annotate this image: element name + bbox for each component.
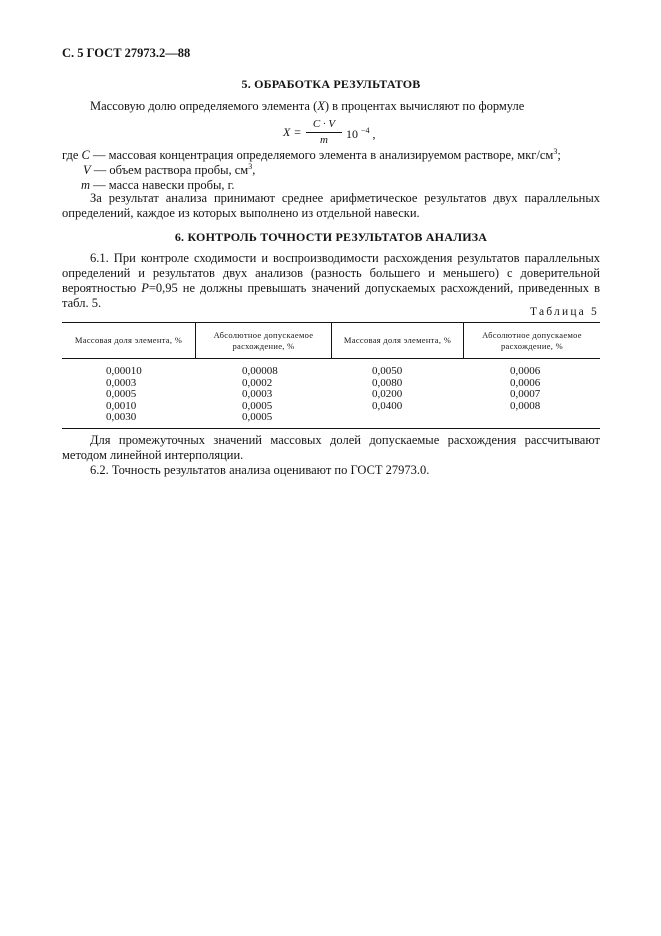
formula-fraction [306, 118, 342, 147]
table-cell: 0,0008 [510, 399, 541, 412]
table-cell: 0,0005 [242, 399, 273, 412]
formula-denominator: m [320, 134, 328, 146]
table-cell: 0,0006 [510, 365, 541, 377]
formula-power [346, 123, 376, 142]
section-6-title: 6. КОНТРОЛЬ ТОЧНОСТИ РЕЗУЛЬТАТОВ АНАЛИЗА [174, 230, 488, 244]
table-cell: 0,0400 [372, 399, 403, 412]
table-cell: 0,00008 [242, 365, 278, 377]
fraction-bar [306, 132, 342, 133]
formula-lhs: X = [283, 125, 302, 139]
paragraph-6-1: 6.1. При контроле сходимости и воспроизводимости расхождения результатов параллельных определений и результатов двух анализов (разность большего и меньшего) с доверительной вероятностью P=0,95 не должны превышать значений допускаемых расхождений, приведенных в табл. 5. [62, 251, 600, 310]
definition-c: где C — массовая концентрация определяемого элемента в анализируемом растворе, мкг/$см^3$; [62, 146, 561, 162]
section-5-intro: Массовую долю определяемого элемента (X) в процентах вычисляют по формуле [90, 99, 525, 113]
formula-numerator: C · V [312, 118, 336, 130]
paragraph-6-2: 6.2. Точность результатов анализа оценивают по ГОСТ 27973.0. [90, 463, 430, 477]
table-cell: 0,0080 [372, 376, 403, 389]
section-5-result-text: За результат анализа принимают среднее арифметическое результатов двух параллельных определений, каждое из которых выполнено из отдельной навески. [62, 191, 600, 220]
table-cell: 0,0007 [510, 388, 541, 400]
tolerance-table [62, 322, 600, 429]
formula-factor: 10 [346, 127, 358, 141]
table-body [62, 359, 600, 428]
page-header: С. 5 ГОСТ 27973.2—88 [62, 46, 191, 60]
table-cell: 0,0002 [242, 376, 273, 389]
column-tolerance-1 [196, 366, 332, 424]
header-tolerance-2: Абсолютное допускаемое расхождение, % [482, 329, 582, 351]
definition-v: V — объем раствора пробы, $см^3$, [83, 161, 256, 177]
interpolation-text: Для промежуточных значений массовых долей допускаемые расхождения рассчитывают методом линейной интерполяции. [62, 433, 600, 462]
table-cell: 0,00010 [106, 365, 142, 377]
formula-exponent: −4 [361, 126, 370, 135]
header-mass-fraction-1: Массовая доля элемента, % [62, 323, 196, 358]
table-cell: 0,0030 [106, 411, 137, 423]
column-tolerance-2 [464, 366, 600, 424]
table-header-row [62, 323, 600, 359]
table-caption: Таблица 5 [530, 306, 599, 318]
table-cell: 0,0050 [372, 365, 403, 377]
table-cell: 0,0005 [242, 411, 273, 423]
column-mass-fraction-2 [332, 366, 464, 424]
table-cell: 0,0006 [510, 376, 541, 389]
column-mass-fraction-1 [62, 366, 196, 424]
table-cell: 0,0003 [106, 376, 137, 389]
definition-m: m — масса навески пробы, г. [81, 178, 235, 192]
formula-tail: , [372, 127, 376, 141]
header-mass-fraction-2: Массовая доля элемента, % [332, 323, 464, 358]
table-cell: 0,0003 [242, 388, 273, 400]
table-cell: 0,0010 [106, 399, 137, 412]
section-5-title: 5. ОБРАБОТКА РЕЗУЛЬТАТОВ [241, 77, 421, 91]
header-tolerance-1: Абсолютное допускаемое расхождение, % [196, 323, 332, 358]
table-cell: 0,0200 [372, 388, 403, 400]
table-cell: 0,0005 [106, 388, 137, 400]
